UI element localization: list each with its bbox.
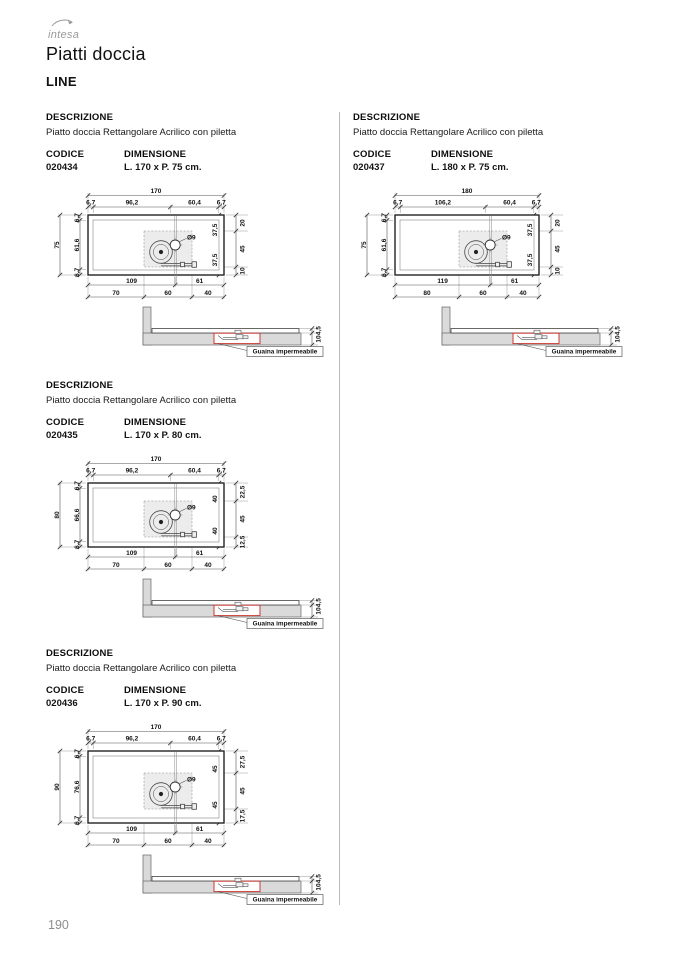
codice-label: CODICE [46,149,85,160]
descrizione-label: DESCRIZIONE [353,112,421,123]
dim-label: 6,7 [86,735,96,743]
dim-total-depth: 80 [53,511,61,519]
dim-label: 109 [126,825,138,833]
dim-recess-depth: 10 [315,335,323,343]
section-drawing [140,851,326,909]
dim-label: 40 [204,289,212,297]
codice-label: CODICE [353,149,392,160]
dim-label: 6,7 [216,467,226,475]
drain-diameter-label: Ø9 [187,504,196,512]
dim-label: 106,2 [434,199,452,207]
dim-label: 61 [195,549,204,557]
plan-drawing [46,721,258,853]
dim-label: 37,5 [211,223,219,237]
dim-label: 70 [112,837,120,845]
product-code: 020437 [353,162,385,173]
dim-label: 6,7 [73,539,81,549]
code-dimension-row [353,149,645,173]
dim-label: 6,7 [380,213,388,223]
dim-label: 61,6 [73,238,81,252]
drain-diameter-label: Ø9 [187,776,196,784]
drain-diameter-label: Ø9 [187,234,196,242]
dim-label: 109 [126,549,138,557]
column-divider [339,112,340,905]
dim-total-width: 170 [150,456,162,463]
product-code: 020434 [46,162,78,173]
dim-label: 60,4 [188,735,201,743]
dim-tray-height: 4,5 [614,326,622,336]
dim-label: 6,7 [73,481,81,491]
tray-profile [152,601,299,606]
plan-drawing [46,453,258,577]
tray-profile [152,329,299,334]
dim-recess-depth: 10 [315,883,323,891]
section-drawing [439,303,625,361]
dimensione-label: DIMENSIONE [124,685,187,696]
dim-label: 20 [239,219,247,227]
section-drawing [140,575,326,633]
dim-recess-depth: 10 [614,335,622,343]
dim-label: 60,4 [188,199,201,207]
dim-label: 60,4 [188,467,201,475]
dim-label: 27,5 [239,755,247,769]
dim-label: 96,2 [125,199,139,207]
drain-circle [170,510,180,520]
dim-label: 40 [211,495,219,503]
dim-total-depth: 75 [53,241,61,249]
product-dimension: L. 180 x P. 75 cm. [431,162,509,173]
product-code: 020435 [46,430,78,441]
dim-label: 80 [423,289,431,297]
plan-drawing [46,185,258,305]
dim-tray-height: 4,5 [315,326,323,336]
dimensione-label: DIMENSIONE [124,417,187,428]
dim-label: 60 [164,837,172,845]
dim-recess-depth: 10 [315,607,323,615]
dim-label: 70 [112,561,120,569]
dim-label: 109 [126,277,138,285]
dim-label: 6,7 [86,199,96,207]
series-name: LINE [46,74,77,89]
dim-label: 6,7 [216,735,226,743]
dim-label: 10 [554,267,562,275]
tray-profile [152,877,299,882]
dim-label: 40 [204,561,212,569]
product-dimension: L. 170 x P. 80 cm. [124,430,202,441]
dim-label: 22,5 [239,485,247,499]
dim-label: 40 [519,289,527,297]
dim-label: 6,7 [73,749,81,759]
product-description: Piatto doccia Rettangolare Acrilico con piletta [46,395,237,406]
codice-label: CODICE [46,685,85,696]
descrizione-label: DESCRIZIONE [46,648,114,659]
product-card-020435 [46,380,338,636]
dim-label: 37,5 [526,223,534,237]
dim-label: 6,7 [86,467,96,475]
dim-label: 45 [554,245,562,253]
drain-circle [485,240,495,250]
dim-label: 60 [164,289,172,297]
dim-label: 70 [112,289,120,297]
dim-label: 20 [554,219,562,227]
guaina-label: Guaina impermeabile [551,348,617,356]
guaina-label: Guaina impermeabile [252,620,318,628]
tray-profile [451,329,598,334]
dim-label: 60 [479,289,487,297]
dim-label: 6,7 [73,815,81,825]
dim-label: 6,7 [216,199,226,207]
dim-label: 40 [204,837,212,845]
code-dimension-row [46,685,338,709]
product-dimension: L. 170 x P. 75 cm. [124,162,202,173]
dim-total-width: 170 [150,188,162,195]
product-card-020434 [46,112,338,362]
dim-tray-height: 4,5 [315,598,323,608]
dim-label: 17,5 [239,809,247,823]
product-code: 020436 [46,698,78,709]
code-dimension-row [46,149,338,173]
dim-label: 61 [510,277,519,285]
dim-label: 6,7 [393,199,403,207]
dim-tray-height: 4,5 [315,874,323,884]
logo-text: intesa [48,29,80,41]
plan-drawing [353,185,573,305]
code-dimension-row [46,417,338,441]
product-description: Piatto doccia Rettangolare Acrilico con piletta [353,127,544,138]
brand-logo [48,14,79,41]
dim-label: 37,5 [211,253,219,267]
drain-circle [170,782,180,792]
dim-label: 60 [164,561,172,569]
dim-label: 45 [211,801,219,809]
dim-label: 6,7 [73,213,81,223]
page-number: 190 [48,918,69,932]
dim-label: 96,2 [125,735,139,743]
product-description: Piatto doccia Rettangolare Acrilico con piletta [46,663,237,674]
dim-label: 6,7 [73,267,81,277]
dim-label: 119 [437,277,448,285]
descrizione-label: DESCRIZIONE [46,380,114,391]
product-card-020437 [353,112,645,362]
dim-label: 10 [239,267,247,275]
guaina-label: Guaina impermeabile [252,348,318,356]
drain-circle [170,240,180,250]
dim-label: 37,5 [526,253,534,267]
section-drawing [140,303,326,361]
dim-total-width: 180 [461,188,473,195]
dim-label: 96,2 [125,467,139,475]
dim-label: 6,7 [380,267,388,277]
product-dimension: L. 170 x P. 90 cm. [124,698,202,709]
product-description: Piatto doccia Rettangolare Acrilico con piletta [46,127,237,138]
dim-label: 60,4 [503,199,516,207]
dim-label: 66,6 [73,508,81,522]
dim-total-depth: 90 [53,783,61,791]
logo-swoosh-icon [48,18,76,27]
dimensione-label: DIMENSIONE [431,149,494,160]
dim-label: 45 [239,787,247,795]
product-card-020436 [46,648,338,912]
drain-diameter-label: Ø9 [502,234,511,242]
descrizione-label: DESCRIZIONE [46,112,114,123]
dim-label: 40 [211,527,219,535]
dim-label: 12,5 [239,535,247,549]
dim-label: 76,6 [73,780,81,794]
dim-label: 61 [195,825,204,833]
dim-label: 45 [239,515,247,523]
dim-label: 61,6 [380,238,388,252]
page-title: Piatti doccia [46,44,146,64]
dim-label: 6,7 [531,199,541,207]
codice-label: CODICE [46,417,85,428]
dim-total-depth: 75 [360,241,368,249]
dim-label: 61 [195,277,204,285]
dimensione-label: DIMENSIONE [124,149,187,160]
dim-label: 45 [211,765,219,773]
dim-total-width: 170 [150,724,162,731]
dim-label: 45 [239,245,247,253]
guaina-label: Guaina impermeabile [252,896,318,904]
